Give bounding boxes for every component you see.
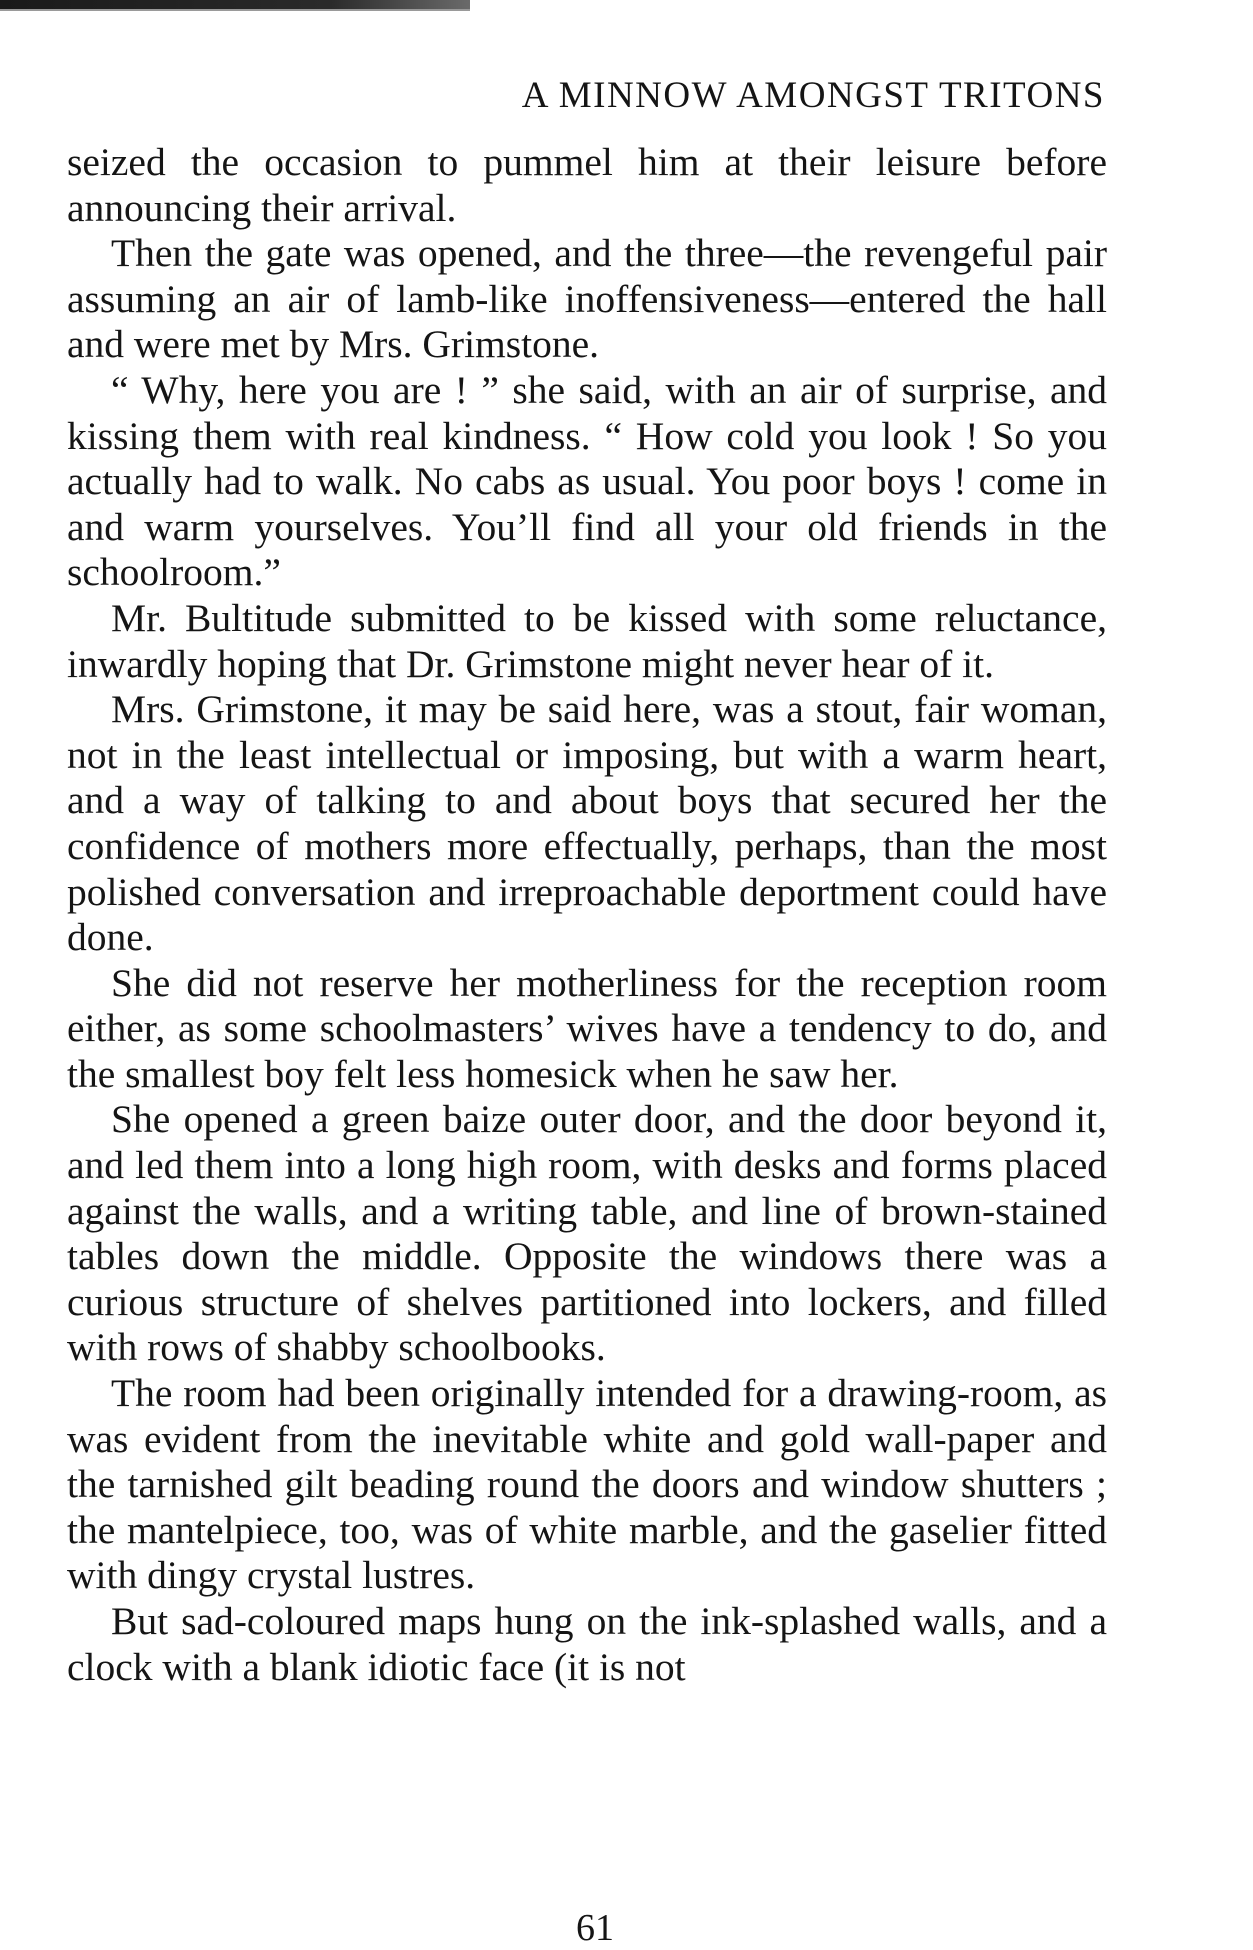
running-head: A MINNOW AMONGST TRITONS <box>521 75 1105 116</box>
paragraph: Then the gate was opened, and the three—the revengeful pair assuming an air of lamb-like inoffensiveness—entered the hall and were met by Mrs. Grimstone. <box>67 231 1107 367</box>
paragraph: Mr. Bultitude submitted to be kissed with some reluctance, inwardly hoping that Dr. Grimstone might never hear of it. <box>67 595 1107 686</box>
top-border-rule <box>0 0 470 9</box>
paragraph: Mrs. Grimstone, it may be said here, was a stout, fair woman, not in the least intellectual or imposing, but with a warm heart, and a way of talking to and about boys that secured her the confidence of mothers more effectually, perhaps, than the most polished conversation and irreproachable deportment could have done. <box>67 687 1107 960</box>
paragraph: seized the occasion to pummel him at their leisure before announcing their arrival. <box>67 140 1107 230</box>
paragraph: But sad-coloured maps hung on the ink-splashed walls, and a clock with a blank idiotic face (it is not <box>67 1599 1107 1689</box>
page-number: 61 <box>576 1907 614 1949</box>
paragraph: She did not reserve her motherliness for the reception room either, as some schoolmasters’ wives have a tendency to do, and the smallest boy felt less homesick when he saw her. <box>67 960 1107 1096</box>
paragraph: The room had been originally intended for a drawing-room, as was evident from the inevitable white and gold wall-paper and the tarnished gilt beading round the doors and window shutters ; the mantelpiece, too, was of white marble, and the gaselier fitted with dingy crystal lustres. <box>67 1371 1107 1598</box>
paragraph: “ Why, here you are ! ” she said, with an air of surprise, and kissing them with real kindness. “ How cold you look ! So you actually had to walk. No cabs as usual. You poor boys ! come in and warm yourselves. You’ll find all your old friends in the schoolroom.” <box>67 367 1107 595</box>
body-text <box>67 140 1107 1690</box>
paragraph: She opened a green baize outer door, and the door beyond it, and led them into a long high room, with desks and forms placed against the walls, and a writing table, and line of brown-stained tables down the middle. Opposite the windows there was a curious structure of shelves partitioned into lockers, and filled with rows of shabby schoolbooks. <box>67 1097 1107 1370</box>
top-border-rule-shadow <box>0 9 470 11</box>
